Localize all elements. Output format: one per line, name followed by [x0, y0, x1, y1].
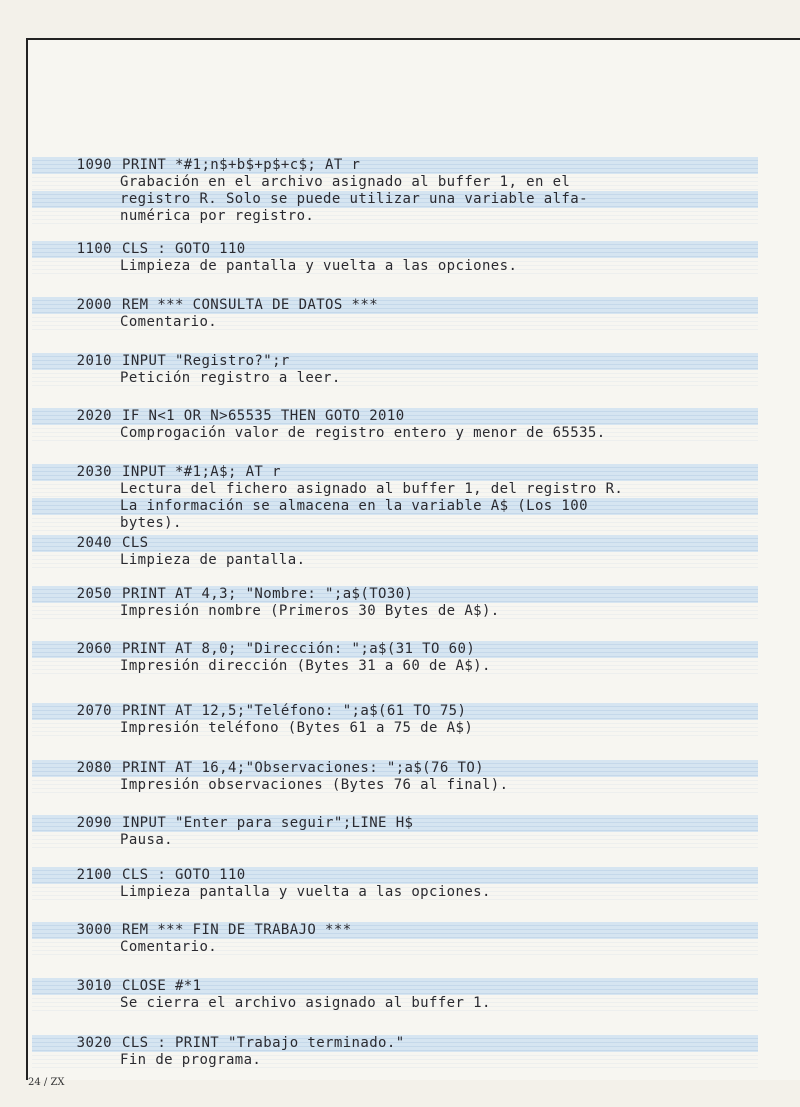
statement-description: Limpieza pantalla y vuelta a las opciones. [120, 884, 491, 900]
line-number: 2050 [76, 586, 112, 602]
description-line [32, 370, 758, 387]
statement-description: Petición registro a leer. [120, 370, 341, 386]
statement-description: Lectura del fichero asignado al buffer 1, del registro R. [120, 481, 624, 497]
line-number: 1100 [76, 241, 112, 257]
description-line [32, 995, 758, 1012]
description-line [32, 720, 758, 737]
line-number: 2100 [76, 867, 112, 883]
code-line [32, 586, 758, 603]
basic-statement: CLOSE #*1 [122, 978, 202, 994]
basic-statement: REM *** CONSULTA DE DATOS *** [122, 297, 379, 313]
basic-statement: CLS : GOTO 110 [122, 867, 246, 883]
description-line [32, 884, 758, 901]
code-line [32, 815, 758, 832]
code-line [32, 978, 758, 995]
description-line [32, 515, 758, 532]
code-line [32, 464, 758, 481]
basic-statement: INPUT *#1;A$; AT r [122, 464, 281, 480]
statement-description: Pausa. [120, 832, 173, 848]
statement-description: Limpieza de pantalla. [120, 552, 306, 568]
description-line [32, 481, 758, 498]
description-line [32, 939, 758, 956]
basic-statement: PRINT AT 16,4;"Observaciones: ";a$(76 TO) [122, 760, 484, 776]
statement-description: Impresión teléfono (Bytes 61 a 75 de A$) [120, 720, 474, 736]
statement-description: registro R. Solo se puede utilizar una variable alfa- [120, 191, 588, 207]
basic-statement: CLS : PRINT "Trabajo terminado." [122, 1035, 405, 1051]
statement-description: Limpieza de pantalla y vuelta a las opciones. [120, 258, 518, 274]
line-number: 2000 [76, 297, 112, 313]
statement-description: Comentario. [120, 314, 218, 330]
description-line [32, 258, 758, 275]
basic-statement: PRINT AT 12,5;"Teléfono: ";a$(61 TO 75) [122, 703, 467, 719]
description-line [32, 1052, 758, 1069]
line-number: 3000 [76, 922, 112, 938]
code-line [32, 922, 758, 939]
description-line [32, 777, 758, 794]
line-number: 1090 [76, 157, 112, 173]
description-line [32, 425, 758, 442]
statement-description: Grabación en el archivo asignado al buffer 1, en el [120, 174, 571, 190]
line-number: 2060 [76, 641, 112, 657]
line-number: 2030 [76, 464, 112, 480]
basic-statement: IF N<1 OR N>65535 THEN GOTO 2010 [122, 408, 405, 424]
code-line [32, 760, 758, 777]
description-line [32, 832, 758, 849]
basic-statement: INPUT "Enter para seguir";LINE H$ [122, 815, 414, 831]
description-line [32, 191, 758, 208]
line-number: 3010 [76, 978, 112, 994]
description-line [32, 498, 758, 515]
basic-statement: CLS [122, 535, 149, 551]
statement-description: Impresión nombre (Primeros 30 Bytes de A$). [120, 603, 500, 619]
line-number: 2010 [76, 353, 112, 369]
code-line [32, 157, 758, 174]
code-line [32, 1035, 758, 1052]
code-line [32, 703, 758, 720]
code-line [32, 408, 758, 425]
basic-statement: CLS : GOTO 110 [122, 241, 246, 257]
description-line [32, 552, 758, 569]
page-footer: 24 / ZX [28, 1077, 65, 1088]
statement-description: La información se almacena en la variable A$ (Los 100 [120, 498, 588, 514]
statement-description: Comentario. [120, 939, 218, 955]
description-line [32, 658, 758, 675]
code-line [32, 867, 758, 884]
basic-statement: PRINT AT 4,3; "Nombre: ";a$(TO30) [122, 586, 414, 602]
code-line [32, 297, 758, 314]
statement-description: Impresión observaciones (Bytes 76 al final). [120, 777, 509, 793]
code-line [32, 535, 758, 552]
line-number: 2020 [76, 408, 112, 424]
line-number: 2090 [76, 815, 112, 831]
statement-description: Fin de programa. [120, 1052, 262, 1068]
line-number: 3020 [76, 1035, 112, 1051]
code-line [32, 641, 758, 658]
description-line [32, 174, 758, 191]
basic-statement: PRINT AT 8,0; "Dirección: ";a$(31 TO 60) [122, 641, 476, 657]
statement-description: numérica por registro. [120, 208, 315, 224]
description-line [32, 603, 758, 620]
basic-statement: REM *** FIN DE TRABAJO *** [122, 922, 352, 938]
basic-statement: INPUT "Registro?";r [122, 353, 290, 369]
code-line [32, 241, 758, 258]
statement-description: bytes). [120, 515, 182, 531]
description-line [32, 314, 758, 331]
line-number: 2070 [76, 703, 112, 719]
basic-statement: PRINT *#1;n$+b$+p$+c$; AT r [122, 157, 361, 173]
line-number: 2080 [76, 760, 112, 776]
description-line [32, 208, 758, 225]
statement-description: Se cierra el archivo asignado al buffer 1. [120, 995, 491, 1011]
code-line [32, 353, 758, 370]
statement-description: Impresión dirección (Bytes 31 a 60 de A$). [120, 658, 491, 674]
line-number: 2040 [76, 535, 112, 551]
statement-description: Comprogación valor de registro entero y menor de 65535. [120, 425, 606, 441]
